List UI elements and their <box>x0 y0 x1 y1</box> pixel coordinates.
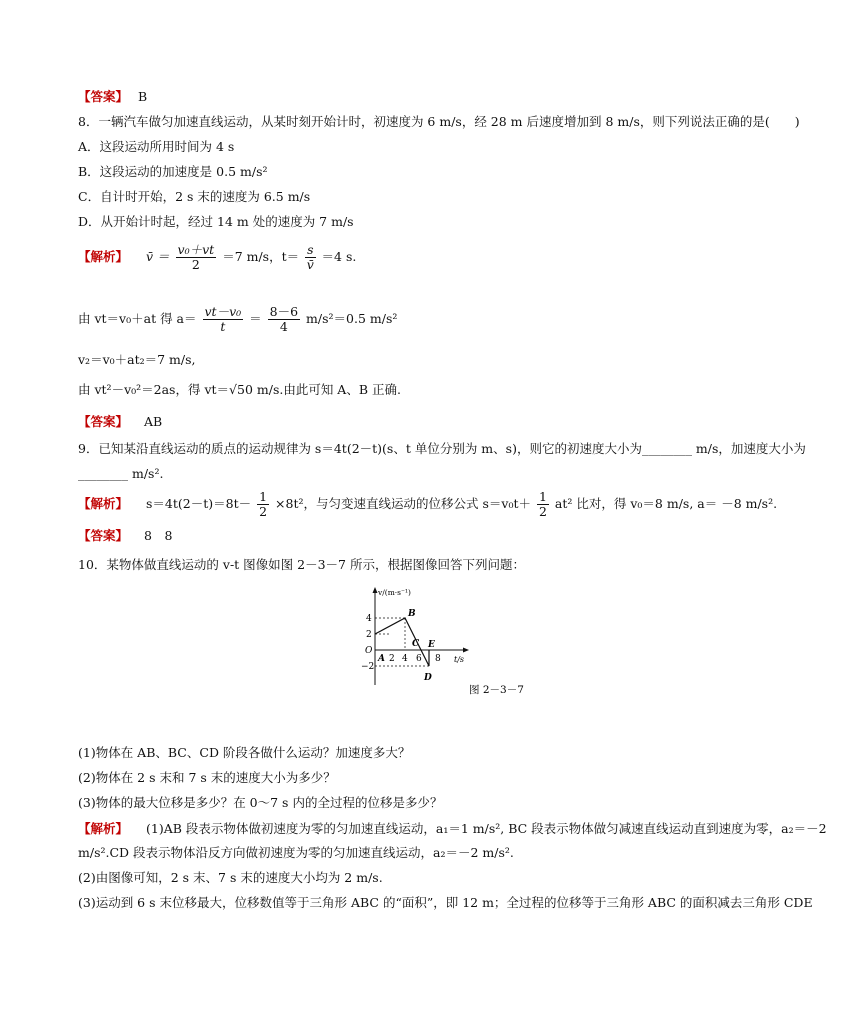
answer-value: 8 8 <box>144 528 173 543</box>
formula-part: m/s²＝0.5 m/s² <box>306 311 398 326</box>
q10-subquestion-2: (2)物体在 2 s 末和 7 s 末的速度大小为多少？ <box>78 770 336 785</box>
origin-label: O <box>365 646 373 656</box>
q8-analysis-line4: 由 vt²－v₀²＝2as，得 vt＝√50 m/s.由此可知 A、B 正确. <box>78 382 401 397</box>
q8-option-b: B．这段运动的加速度是 0.5 m/s² <box>78 164 268 179</box>
y-axis-arrow <box>373 587 378 593</box>
numerator: 8－6 <box>269 304 299 319</box>
fraction <box>305 243 315 272</box>
fraction <box>268 305 300 334</box>
denominator: t <box>220 319 226 334</box>
numerator: vt－v₀ <box>204 304 242 319</box>
formula-part: s＝4t(2－t)＝8t－ <box>146 496 252 511</box>
formula-part: at² 比对，得 v₀＝8 m/s, a＝ －8 m/s². <box>554 496 778 511</box>
formula-part: ＝ <box>249 311 262 326</box>
x-axis-arrow <box>463 648 469 653</box>
denominator: 2 <box>538 504 547 519</box>
denominator: v̄ <box>306 257 314 272</box>
answer-value: B <box>138 89 148 104</box>
q8-analysis-line1 <box>78 243 356 272</box>
x-tick-6: 6 <box>416 654 422 664</box>
q10-analysis-line4: (3)运动到 6 s 末位移最大，位移数值等于三角形 ABC 的“面积”，即 12 m；全过程的位移等于三角形 ABC 的面积减去三角形 CDE <box>78 895 813 910</box>
point-c-label: C <box>412 639 420 649</box>
denominator: 2 <box>191 257 200 272</box>
vt-graph-figure <box>355 585 530 697</box>
x-tick-4: 4 <box>402 654 408 664</box>
q8-option-a: A．这段运动所用时间为 4 s <box>78 139 235 154</box>
answer-tag: 【答案】 <box>78 89 129 104</box>
q10-subquestion-3: (3)物体的最大位移是多少？在 0～7 s 内的全过程的位移是多少？ <box>78 795 443 810</box>
q8-answer-line <box>78 414 162 430</box>
analysis-tag: 【解析】 <box>78 496 129 511</box>
x-axis-label: t/s <box>454 655 465 664</box>
q8-analysis-line3: v₂＝v₀＋at₂＝7 m/s, <box>78 352 196 367</box>
answer-tag: 【答案】 <box>78 414 129 429</box>
q9-stem-line2: ________ m/s². <box>78 466 164 481</box>
analysis-tag: 【解析】 <box>78 249 129 264</box>
answer-tag: 【答案】 <box>78 528 129 543</box>
fraction <box>176 243 217 272</box>
figure-caption: 图 2－3－7 <box>469 684 524 696</box>
q10-analysis-line1 <box>78 821 827 837</box>
q9-analysis-line <box>78 490 777 519</box>
y-tick-neg2: −2 <box>361 662 375 672</box>
q10-stem: 10．某物体做直线运动的 v-t 图像如图 2－3－7 所示，根据图像回答下列问题： <box>78 557 525 572</box>
fraction <box>203 305 244 334</box>
answer-value: AB <box>144 414 163 429</box>
vt-graph <box>355 585 530 697</box>
analysis-tag: 【解析】 <box>78 821 129 836</box>
q8-stem: 8．一辆汽车做匀加速直线运动，从某时刻开始计时，初速度为 6 m/s，经 28 m 后速度增加到 8 m/s，则下列说法正确的是( ) <box>78 114 800 129</box>
fraction <box>537 490 549 519</box>
q8-analysis-line2 <box>78 305 397 334</box>
numerator: s <box>307 242 314 257</box>
q8-option-d: D．从开始计时起，经过 14 m 处的速度为 7 m/s <box>78 214 354 229</box>
analysis-text: (1)AB 段表示物体做初速度为零的匀加速直线运动，a₁＝1 m/s², BC 段表示物体做匀减速直线运动直到速度为零，a₂＝－2 <box>146 821 827 836</box>
point-a-label: A <box>378 654 385 664</box>
q10-subquestion-1: (1)物体在 AB、BC、CD 阶段各做什么运动？加速度多大？ <box>78 745 411 760</box>
numerator: 1 <box>538 489 547 504</box>
formula-part: ×8t²，与匀变速直线运动的位移公式 s＝v₀t＋ <box>275 496 531 511</box>
numerator: 1 <box>259 489 268 504</box>
denominator: 4 <box>279 319 288 334</box>
point-b-label: B <box>408 609 416 619</box>
fraction <box>257 490 269 519</box>
q9-stem-line1: 9．已知某沿直线运动的质点的运动规律为 s＝4t(2－t)(s、t 单位分别为 m、s)，则它的初速度大小为________ m/s，加速度大小为 <box>78 441 806 456</box>
y-axis-label: v/(m·s⁻¹) <box>378 588 411 597</box>
point-e-label: E <box>428 640 435 650</box>
formula-part: v̄ ＝ <box>146 249 170 264</box>
formula-part: 由 vt＝v₀＋at 得 a＝ <box>78 311 197 326</box>
q10-analysis-line2: m/s².CD 段表示物体沿反方向做初速度为零的匀加速直线运动，a₂＝－2 m/s². <box>78 845 514 860</box>
point-d-label: D <box>424 673 432 683</box>
denominator: 2 <box>259 504 268 519</box>
formula-part: ＝4 s. <box>321 249 357 264</box>
x-tick-2: 2 <box>389 654 395 664</box>
x-tick-8: 8 <box>435 654 441 664</box>
q9-answer-line <box>78 528 172 544</box>
q8-option-c: C．自计时开始，2 s 末的速度为 6.5 m/s <box>78 189 311 204</box>
y-tick-4: 4 <box>366 614 372 624</box>
formula-part: ＝7 m/s，t＝ <box>222 249 300 264</box>
y-tick-2: 2 <box>366 630 372 640</box>
q7-answer-line <box>78 89 147 105</box>
q10-analysis-line3: (2)由图像可知，2 s 末、7 s 末的速度大小均为 2 m/s. <box>78 870 383 885</box>
numerator: v₀＋vt <box>177 242 215 257</box>
